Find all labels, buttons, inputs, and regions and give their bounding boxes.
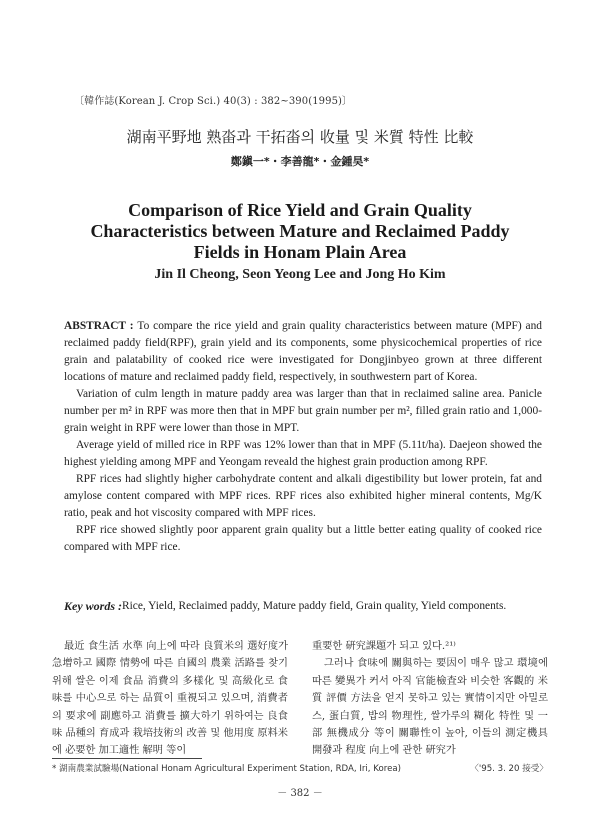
journal-citation: 〔韓作誌(Korean J. Crop Sci.) 40(3) : 382~390(1995)〕 bbox=[74, 96, 353, 107]
abstract bbox=[64, 318, 542, 556]
body-left-column bbox=[52, 638, 288, 760]
korean-title: 湖南平野地 熟畓과 干拓畓의 收量 및 米質 特性 比較 bbox=[126, 128, 474, 146]
abstract-label: ABSTRACT bbox=[64, 320, 126, 332]
body-right-column bbox=[312, 638, 548, 760]
abstract-paragraph-1 bbox=[64, 318, 542, 386]
abstract-paragraph-5: RPF rice showed slightly poor apparent grain quality but a little better eating quality of cooked rice compared with MPF rice. bbox=[64, 524, 542, 553]
english-title bbox=[0, 200, 600, 263]
keywords-separator: : bbox=[115, 599, 122, 613]
body-right-continuation: 重要한 硏究課題가 되고 있다.²¹⁾ bbox=[312, 641, 456, 652]
abstract-paragraph-4: RPF rices had slightly higher carbohydrate content and alkali digestibility but lower protein, fat and amylose content compared with MPF rices. RPF rices also exhibited higher mineral contents, Mg/K ratio, peak and hot viscosity compared with MPF rices. bbox=[64, 473, 542, 519]
english-title-text: Comparison of Rice Yield and Grain Quality Characteristics between Mature and Reclaimed Paddy Fields in Honam Plain Area bbox=[90, 200, 510, 262]
english-authors: Jin Il Cheong, Seon Yeong Lee and Jong Ho Kim bbox=[154, 267, 446, 282]
body-right-paragraph: 그러나 食味에 關與하는 要因이 매우 많고 環境에 따른 變異가 커서 아직 官能檢査와 비슷한 客觀的 米質 評價 方法을 얻지 못하고 있는 實情이지만 아밀로스, 蛋白質, 밥의 物理性, 쌀가루의 糊化 特性 및 一部 無機成分 等이 關聯性이 높아, 이들의 測定機具 開發과 程度 向上에 관한 硏究가 bbox=[312, 658, 548, 757]
keywords-label bbox=[64, 598, 122, 614]
abstract-text-1: To compare the rice yield and grain quality characteristics between mature (MPF) and reclaimed paddy field(RPF), grain yield and its components, some physicochemical properties of rice grain and palatability of cooked rice were investigated for Dongjinbyeo grown at three different locations of mature and reclaimed paddy field, respectively, in southwestern part of Korea. bbox=[64, 320, 543, 383]
abstract-paragraph-2: Variation of culm length in mature paddy area was larger than that in reclaimed saline area. Panicle number per m² in RPF was more then that in MPF but grain number per m², filled grain ratio and 1,000-grain weight in RPF were lower than those in MPT. bbox=[64, 388, 542, 434]
abstract-paragraph-3: Average yield of milled rice in RPF was 12% lower than that in MPF (5.11t/ha). Daejeon showed the highest yielding among MPF and Yeongam reveald the highest grain production among RPF. bbox=[64, 439, 542, 468]
keywords-label-text: Key words bbox=[64, 599, 115, 613]
footnote-received-date: 〈'95. 3. 20 接受〉 bbox=[470, 764, 548, 774]
footnote bbox=[52, 762, 548, 774]
body-left-paragraph: 最近 食生活 水準 向上에 따라 良質米의 選好度가 急增하고 國際 情勢에 따른 自國의 農業 活路를 찾기 위해 쌀은 이제 食品 消費의 多樣化 및 高級化로 食味를 中心으로 하는 品質이 重視되고 있으며, 消費者의 要求에 副應하고 消費를 擴大하기 위하여는 良食味 品種의 育成과 栽培技術의 改善 및 他用度 原料米에 必要한 加工適性 解明 等이 bbox=[52, 641, 288, 757]
footnote-affiliation: * 湖南農業試驗場(National Honam Agricultural Experiment Station, RDA, Iri, Korea) bbox=[52, 764, 401, 774]
footnote-rule bbox=[52, 758, 202, 759]
page-number: － 382 － bbox=[277, 788, 323, 799]
abstract-separator: : bbox=[125, 320, 138, 332]
korean-authors: 鄭鎭一*・李善龍*・金鍾昊* bbox=[230, 155, 370, 168]
keywords-text: Rice, Yield, Reclaimed paddy, Mature paddy field, Grain quality, Yield components. bbox=[122, 600, 507, 612]
keywords bbox=[64, 598, 542, 614]
